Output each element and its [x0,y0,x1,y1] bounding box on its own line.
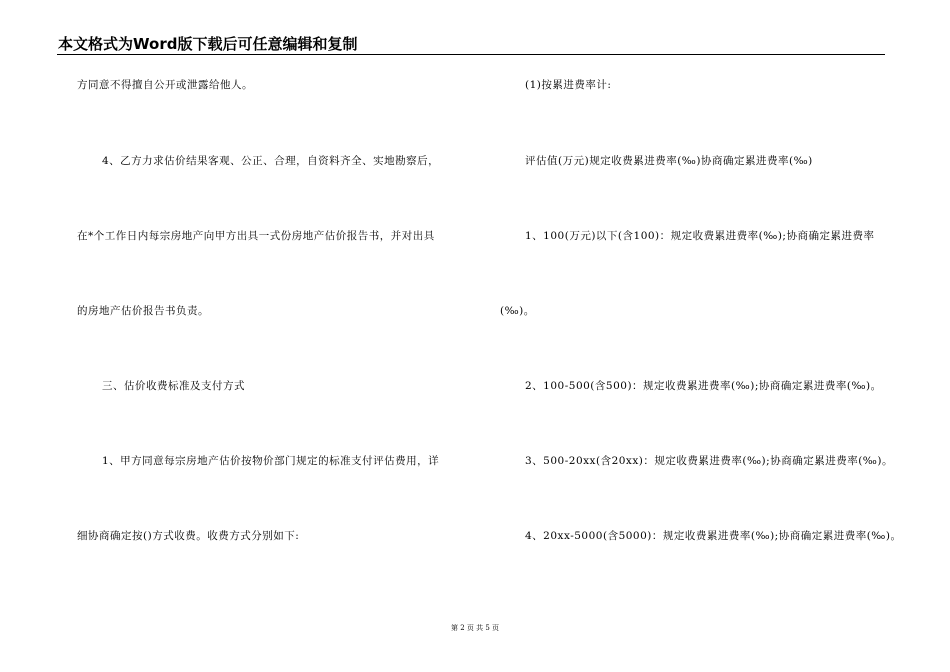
left-line-1: 方同意不得擅自公开或泄露给他人。 [77,79,253,91]
left-line-7: 细协商确定按()方式收费。收费方式分别如下: [77,530,300,542]
right-line-1: (1)按累进费率计: [525,79,612,91]
left-line-2: 4、乙方力求估价结果客观、公正、合理，自资料齐全、实地勘察后， [102,155,440,167]
header-divider [57,54,885,55]
page-header-title: 本文格式为Word版下载后可任意编辑和复制 [58,35,358,53]
section-heading: 三、估价收费标准及支付方式 [102,380,245,392]
left-line-4: 的房地产估价报告书负责。 [77,305,209,317]
right-line-6: 3、500-20xx(含20xx)：规定收费累进费率(‰);协商确定累进费率(‰)。 [525,455,893,467]
left-line-6: 1、甲方同意每宗房地产估价按物价部门规定的标准支付评估费用，详 [102,455,440,467]
right-line-7: 4、20xx-5000(含5000)：规定收费累进费率(‰);协商确定累进费率(‰)。 [525,530,902,542]
right-line-5: 2、100-500(含500)：规定收费累进费率(‰);协商确定累进费率(‰)。 [525,380,882,392]
right-line-4: (‰)。 [500,305,535,317]
left-line-3: 在*个工作日内每宗房地产向甲方出具一式份房地产估价报告书，并对出具 [77,230,435,242]
page-indicator: 第 2 页 共 5 页 [450,624,500,632]
right-line-2: 评估值(万元)规定收费累进费率(‰)协商确定累进费率(‰) [525,155,813,167]
right-line-3: 1、100(万元)以下(含100)：规定收费累进费率(‰);协商确定累进费率 [525,230,875,242]
